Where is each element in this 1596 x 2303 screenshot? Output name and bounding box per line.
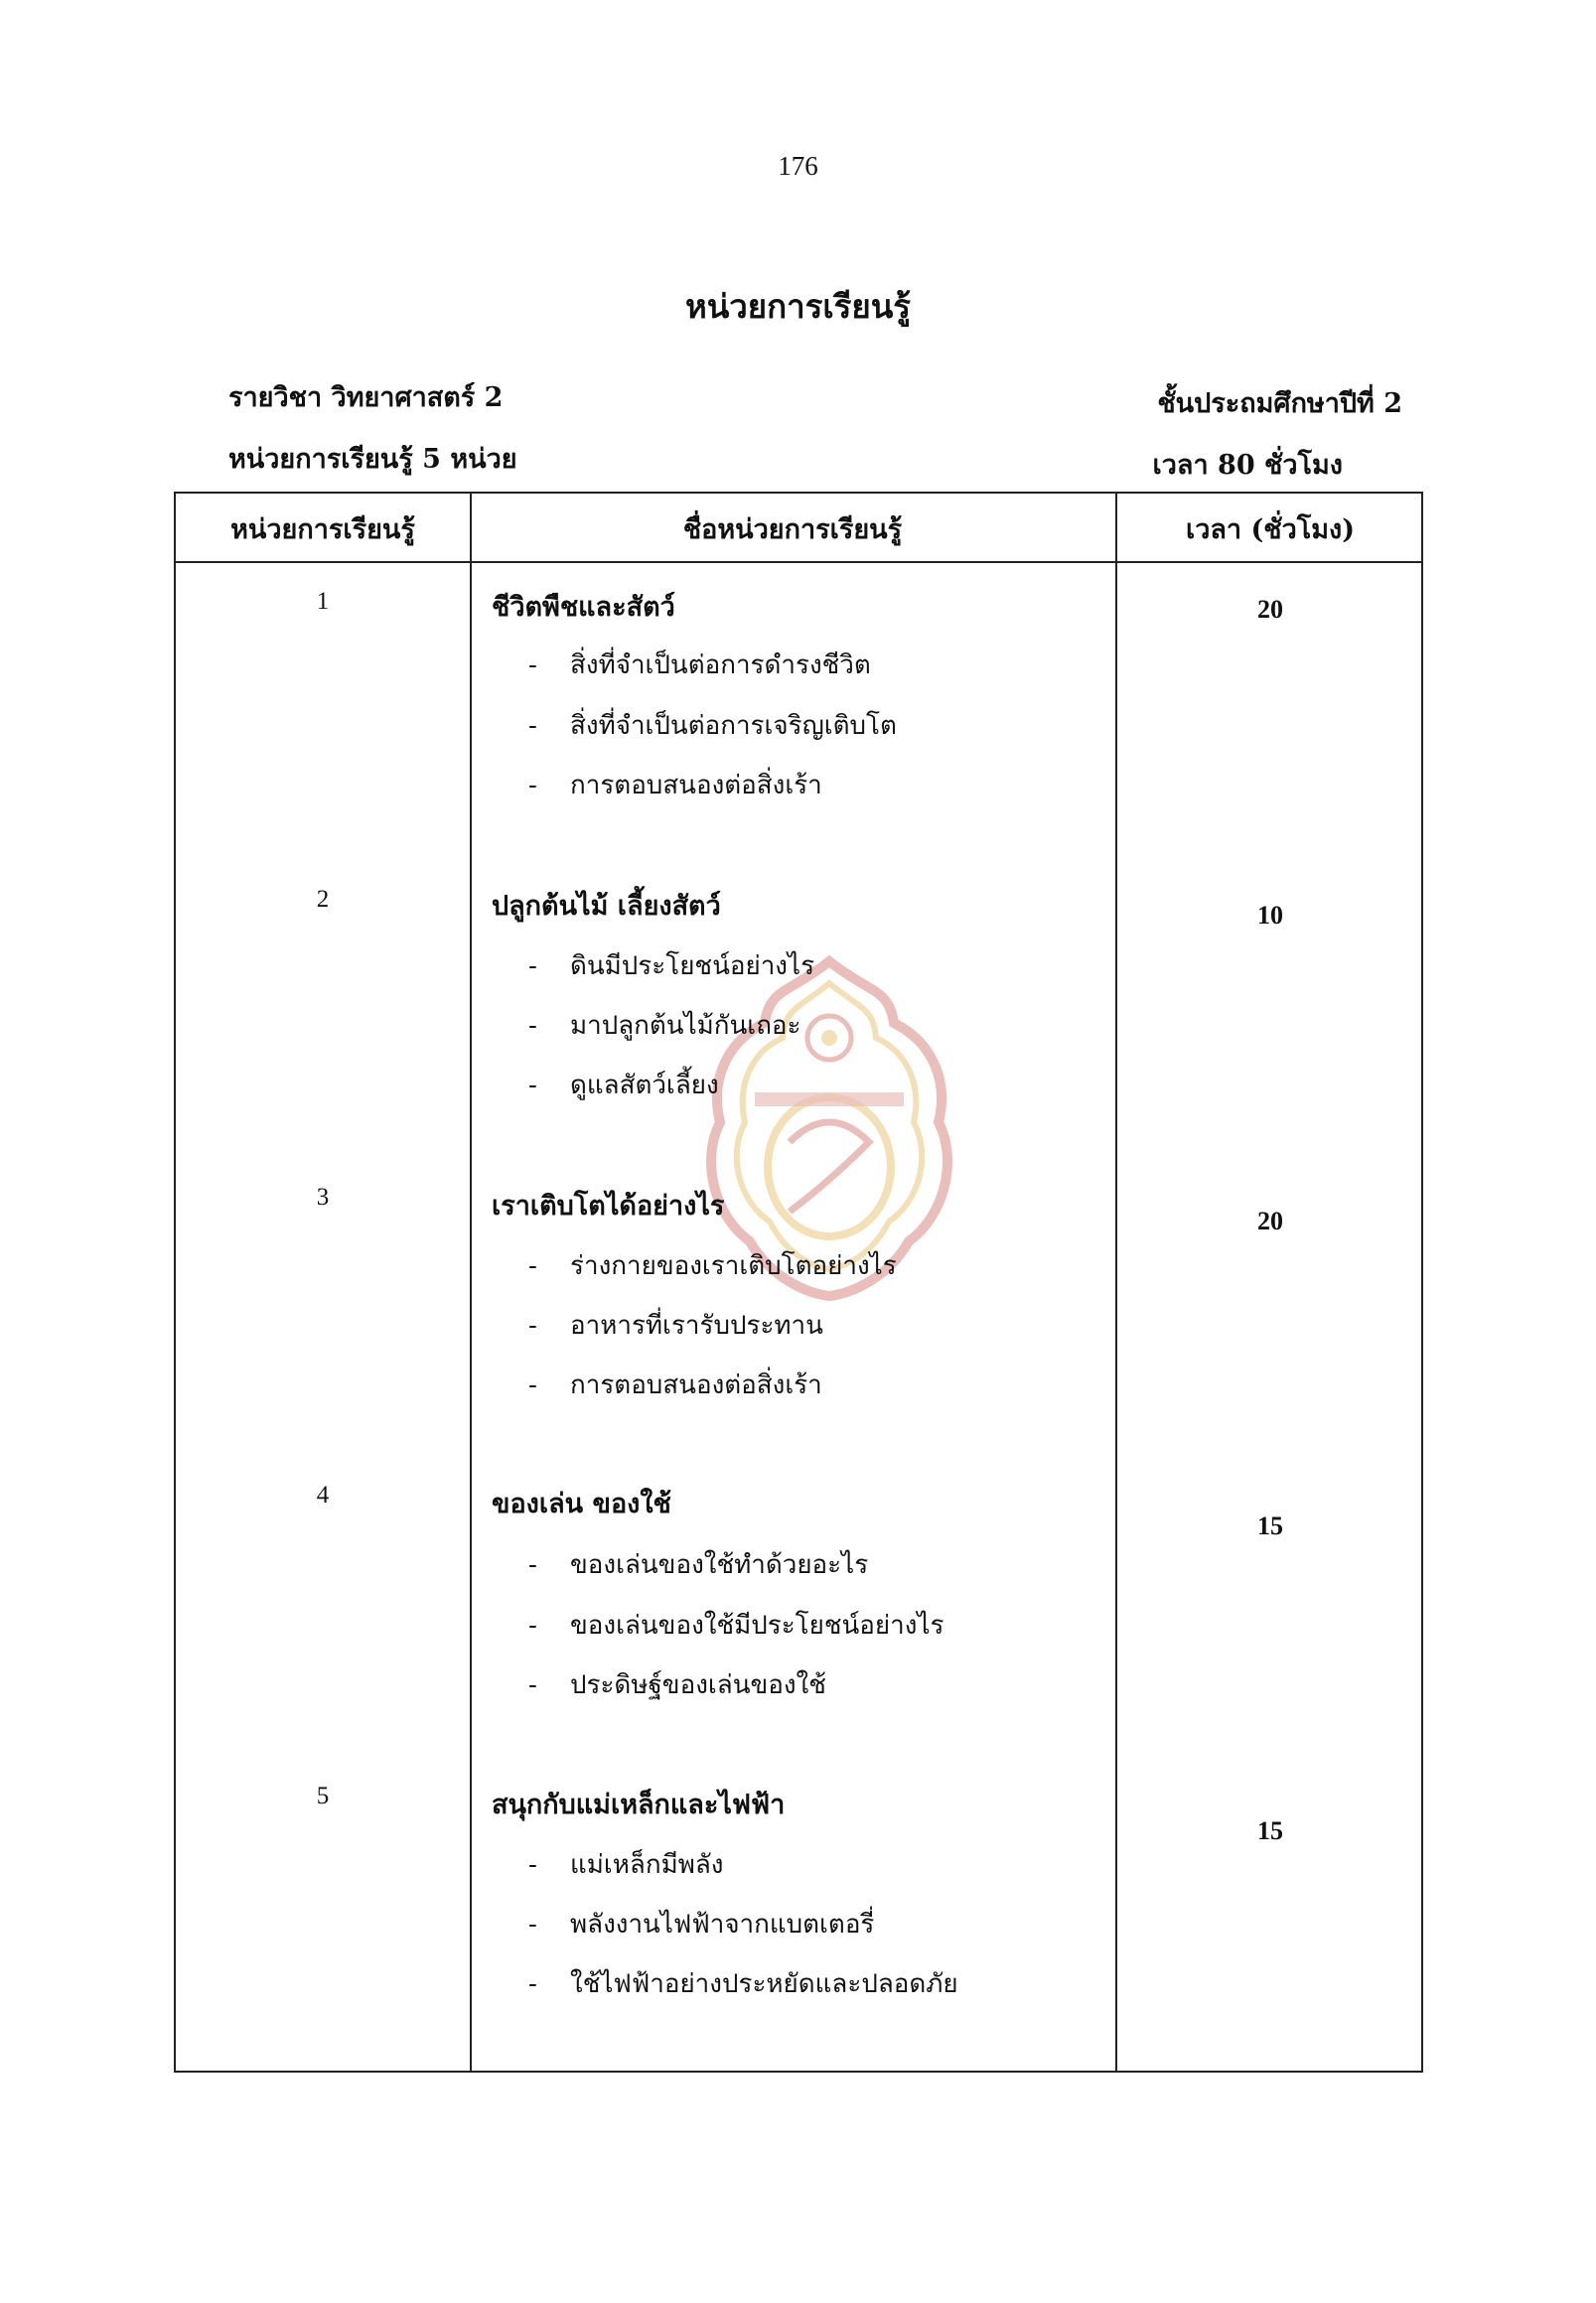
unit-name: เราเติบโตได้อย่างไร bbox=[492, 1191, 725, 1222]
total-time-label: เวลา 80 ชั่วโมง bbox=[1152, 450, 1343, 481]
table-header-row bbox=[176, 494, 1421, 563]
topic-item: - แม่เหล็กมีพลัง bbox=[528, 1850, 724, 1880]
unit-number: 2 bbox=[316, 886, 330, 913]
unit-hours: 10 bbox=[1257, 901, 1283, 930]
topic-text: สิ่งที่จำเป็นต่อการเจริญเติบโต bbox=[570, 711, 897, 741]
topic-item: - ดินมีประโยชน์อย่างไร bbox=[528, 951, 815, 981]
topic-item: - การตอบสนองต่อสิ่งเร้า bbox=[528, 1370, 822, 1400]
topic-item: - ของเล่นของใช้ทำด้วยอะไร bbox=[528, 1550, 869, 1580]
unit-number: 5 bbox=[316, 1783, 330, 1809]
unit-hours: 20 bbox=[1257, 1207, 1283, 1235]
header-unit-name: ชื่อหน่วยการเรียนรู้ bbox=[682, 514, 903, 545]
topic-text: ใช้ไฟฟ้าอย่างประหยัดและปลอดภัย bbox=[570, 1969, 958, 1999]
topic-text: สิ่งที่จำเป็นต่อการดำรงชีวิต bbox=[570, 650, 871, 680]
topic-item: - ดูแลสัตว์เลี้ยง bbox=[528, 1071, 719, 1100]
topic-text: ดูแลสัตว์เลี้ยง bbox=[570, 1071, 719, 1100]
topic-item: - ของเล่นของใช้มีประโยชน์อย่างไร bbox=[528, 1611, 944, 1641]
topic-text: ของเล่นของใช้ทำด้วยอะไร bbox=[570, 1550, 869, 1580]
page-number: 176 bbox=[778, 151, 818, 181]
unit-name: ของเล่น ของใช้ bbox=[492, 1489, 671, 1519]
subject-label: รายวิชา วิทยาศาสตร์ 2 bbox=[228, 382, 504, 413]
header-hours: เวลา (ชั่วโมง) bbox=[1185, 514, 1355, 545]
unit-name: ชีวิตพืชและสัตว์ bbox=[492, 592, 675, 623]
topic-text: การตอบสนองต่อสิ่งเร้า bbox=[570, 771, 822, 800]
unit-name: สนุกกับแม่เหล็กและไฟฟ้า bbox=[492, 1790, 786, 1820]
topic-text: พลังงานไฟฟ้าจากแบตเตอรี่ bbox=[570, 1910, 875, 1940]
unit-number: 3 bbox=[316, 1184, 330, 1211]
unit-number: 1 bbox=[316, 588, 330, 615]
topic-item: - ใช้ไฟฟ้าอย่างประหยัดและปลอดภัย bbox=[528, 1969, 958, 1999]
topic-item: - อาหารที่เรารับประทาน bbox=[528, 1311, 823, 1341]
topic-text: ของเล่นของใช้มีประโยชน์อย่างไร bbox=[570, 1611, 944, 1641]
grade-label: ชั้นประถมศึกษาปีที่ 2 bbox=[1157, 388, 1402, 419]
topic-text: ดินมีประโยชน์อย่างไร bbox=[570, 951, 815, 981]
topic-text: ร่างกายของเราเติบโตอย่างไร bbox=[570, 1251, 897, 1281]
topic-text: ประดิษฐ์ของเล่นของใช้ bbox=[570, 1670, 826, 1700]
unit-hours: 20 bbox=[1257, 595, 1283, 624]
units-table bbox=[174, 492, 1423, 2073]
header-unit: หน่วยการเรียนรู้ bbox=[230, 514, 415, 545]
topic-item: - มาปลูกต้นไม้กันเถอะ bbox=[528, 1011, 801, 1041]
unit-name: ปลูกต้นไม้ เลี้ยงสัตว์ bbox=[492, 891, 721, 922]
topic-item: - ประดิษฐ์ของเล่นของใช้ bbox=[528, 1670, 826, 1700]
topic-text: การตอบสนองต่อสิ่งเร้า bbox=[570, 1370, 822, 1400]
unit-hours: 15 bbox=[1257, 1816, 1283, 1845]
topic-item: - สิ่งที่จำเป็นต่อการดำรงชีวิต bbox=[528, 650, 871, 680]
unit-hours: 15 bbox=[1257, 1511, 1283, 1540]
page-title: หน่วยการเรียนรู้ bbox=[684, 287, 912, 326]
column-divider bbox=[470, 494, 472, 2071]
topic-item: - สิ่งที่จำเป็นต่อการเจริญเติบโต bbox=[528, 711, 897, 741]
topic-item: - พลังงานไฟฟ้าจากแบตเตอรี่ bbox=[528, 1910, 875, 1940]
unit-number: 4 bbox=[316, 1482, 330, 1509]
topic-text: แม่เหล็กมีพลัง bbox=[570, 1850, 724, 1880]
topic-item: - ร่างกายของเราเติบโตอย่างไร bbox=[528, 1251, 897, 1281]
units-count-label: หน่วยการเรียนรู้ 5 หน่วย bbox=[228, 444, 517, 475]
topic-text: อาหารที่เรารับประทาน bbox=[570, 1311, 823, 1341]
topic-item: - การตอบสนองต่อสิ่งเร้า bbox=[528, 771, 822, 800]
topic-text: มาปลูกต้นไม้กันเถอะ bbox=[570, 1011, 801, 1041]
